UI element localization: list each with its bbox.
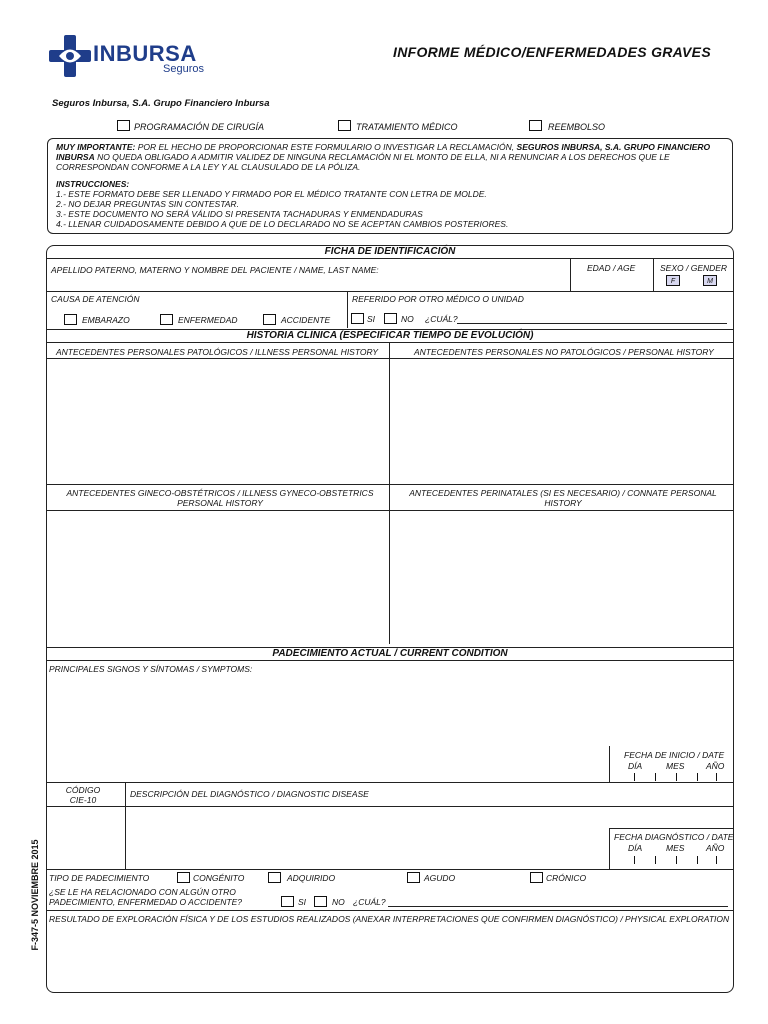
diagnosis-description-field[interactable] xyxy=(126,807,606,868)
checkbox-treatment[interactable] xyxy=(338,120,351,131)
sex-f-checkbox[interactable]: F xyxy=(666,275,680,286)
checkbox-illness[interactable] xyxy=(160,314,173,325)
checkbox-surgery[interactable] xyxy=(117,120,130,131)
code-field[interactable] xyxy=(47,807,125,868)
pathological-field[interactable] xyxy=(47,359,389,484)
label-related-yes: SI xyxy=(298,897,307,907)
checkbox-reimbursement[interactable] xyxy=(529,120,542,131)
instructions-title: INSTRUCCIONES: xyxy=(56,179,130,189)
label-pregnancy: EMBARAZO xyxy=(82,315,130,325)
referred-label: REFERIDO POR OTRO MÉDICO O UNIDAD xyxy=(352,294,524,304)
checkbox-acquired[interactable] xyxy=(268,872,281,883)
notice-box xyxy=(47,138,733,234)
label-accident: ACCIDENTE xyxy=(281,315,331,325)
divider xyxy=(609,828,733,829)
company-name: Seguros Inbursa, S.A. Grupo Financiero Inbursa xyxy=(52,98,270,109)
age-label: EDAD / AGE xyxy=(587,263,636,273)
instruction-4: 4.- LLENAR CUIDADOSAMENTE DEBIDO A QUE DE LO DECLARADO NO SE ACEPTAN CAMBIOS POSTERIORES. xyxy=(56,219,509,229)
company-logo xyxy=(47,33,204,81)
label-treatment: TRATAMIENTO MÉDICO xyxy=(356,122,458,132)
divider xyxy=(47,291,733,292)
label-surgery: PROGRAMACIÓN DE CIRUGÍA xyxy=(134,122,265,132)
label-congenital: CONGÉNITO xyxy=(193,873,245,883)
checkbox-chronic[interactable] xyxy=(530,872,543,883)
diag-month-label: MES xyxy=(666,843,685,853)
sex-m-checkbox[interactable]: M xyxy=(703,275,717,286)
label-related-no: NO xyxy=(332,897,345,907)
inbursa-cross-icon xyxy=(47,33,93,79)
logo-subtitle: Seguros xyxy=(163,63,204,75)
related-which-field[interactable] xyxy=(388,906,728,907)
start-date-field[interactable] xyxy=(612,770,730,782)
logo-wordmark: INBURSA xyxy=(93,41,197,66)
patient-name-field[interactable] xyxy=(47,259,570,291)
referred-which-field[interactable] xyxy=(457,323,727,324)
related-question: ¿SE LE HA RELACIONADO CON ALGÚN OTRO PADECIMIENTO, ENFERMEDAD O ACCIDENTE? xyxy=(49,887,243,907)
instruction-3: 3.- ESTE DOCUMENTO NO SERÁ VÁLIDO SI PRESENTA TACHADURAS Y ENMENDADURAS xyxy=(56,209,423,219)
checkbox-congenital[interactable] xyxy=(177,872,190,883)
label-acute: AGUDO xyxy=(424,873,456,883)
start-date-label: FECHA DE INICIO / DATE xyxy=(624,750,725,760)
divider xyxy=(47,782,733,783)
checkbox-accident[interactable] xyxy=(263,314,276,325)
label-reimbursement: REEMBOLSO xyxy=(548,122,606,132)
code-label: CÓDIGO CIE-10 xyxy=(65,785,101,805)
section-identification: FICHA DE IDENTIFICACIÓN xyxy=(47,246,733,259)
diagnosis-date-field[interactable] xyxy=(612,853,730,866)
diagnosis-date-label: FECHA DIAGNÓSTICO / DATE xyxy=(614,832,734,842)
diag-day-label: DÍA xyxy=(628,843,643,853)
perinatal-field[interactable] xyxy=(390,511,733,644)
symptoms-label: PRINCIPALES SIGNOS Y SÍNTOMAS / SYMPTOMS: xyxy=(49,664,253,674)
symptoms-field[interactable] xyxy=(47,675,607,781)
start-month-label: MES xyxy=(666,761,685,771)
pathological-label: ANTECEDENTES PERSONALES PATOLÓGICOS / ILLNESS PERSONAL HISTORY xyxy=(56,347,378,357)
label-acquired: ADQUIRIDO xyxy=(287,873,336,883)
section-condition: PADECIMIENTO ACTUAL / CURRENT CONDITION xyxy=(47,647,733,661)
checkbox-pregnancy[interactable] xyxy=(64,314,77,325)
label-chronic: CRÓNICO xyxy=(546,873,587,883)
label-referred-no: NO xyxy=(401,314,414,324)
gyneco-field[interactable] xyxy=(47,511,389,644)
label-related-which: ¿CUÁL? xyxy=(353,897,386,907)
divider xyxy=(609,828,610,869)
condition-type-label: TIPO DE PADECIMIENTO xyxy=(49,873,150,883)
checkbox-related-yes[interactable] xyxy=(281,896,294,907)
divider xyxy=(47,484,733,485)
checkbox-related-no[interactable] xyxy=(314,896,327,907)
gyneco-label: ANTECEDENTES GINECO-OBSTÉTRICOS / ILLNESS GYNECO-OBSTETRICS PERSONAL HISTORY xyxy=(66,488,374,508)
exploration-field[interactable] xyxy=(47,925,733,991)
checkbox-acute[interactable] xyxy=(407,872,420,883)
cause-label: CAUSA DE ATENCIÓN xyxy=(51,294,140,304)
non-pathological-field[interactable] xyxy=(390,359,733,484)
instruction-1: 1.- ESTE FORMATO DEBE SER LLENADO Y FIRMADO POR EL MÉDICO TRATANTE CON LETRA DE MOLDE. xyxy=(56,189,487,199)
diagnosis-description-label: DESCRIPCIÓN DEL DIAGNÓSTICO / DIAGNOSTIC DISEASE xyxy=(130,789,369,799)
divider xyxy=(347,291,348,328)
divider xyxy=(47,910,733,911)
non-pathological-label: ANTECEDENTES PERSONALES NO PATOLÓGICOS / PERSONAL HISTORY xyxy=(414,347,714,357)
label-referred-yes: SI xyxy=(367,314,376,324)
checkbox-referred-yes[interactable] xyxy=(351,313,364,324)
form-title: INFORME MÉDICO/ENFERMEDADES GRAVES xyxy=(393,44,711,60)
exploration-label: RESULTADO DE EXPLORACIÓN FÍSICA Y DE LOS ESTUDIOS REALIZADOS (ANEXAR INTERPRETACIONES QUE CONFIRMEN DIAGNÓSTICO) / PHYSICAL EXPLORATION xyxy=(49,914,730,924)
age-field[interactable] xyxy=(571,259,653,291)
diag-year-label: AÑO xyxy=(706,843,725,853)
divider xyxy=(609,746,610,782)
divider xyxy=(47,869,733,870)
sex-label: SEXO / GENDER xyxy=(660,263,728,273)
start-year-label: AÑO xyxy=(706,761,725,771)
label-illness: ENFERMEDAD xyxy=(178,315,238,325)
patient-name-label: APELLIDO PATERNO, MATERNO Y NOMBRE DEL PACIENTE / NAME, LAST NAME: xyxy=(51,265,379,275)
checkbox-referred-no[interactable] xyxy=(384,313,397,324)
perinatal-label: ANTECEDENTES PERINATALES (SI ES NECESARIO) / CONNATE PERSONAL HISTORY xyxy=(409,488,717,508)
section-history: HISTORIA CLÍNICA (ESPECIFICAR TIEMPO DE EVOLUCIÓN) xyxy=(47,329,733,343)
form-code: F-347-5 NOVIEMBRE 2015 xyxy=(30,839,40,951)
label-referred-which: ¿CUÁL? xyxy=(425,314,458,324)
divider xyxy=(653,259,654,291)
notice-important: MUY IMPORTANTE: POR EL HECHO DE PROPORCIONAR ESTE FORMULARIO O INVESTIGAR LA RECLAMACIÓN, SEGUROS INBURSA, S.A. GRUPO FINANCIERO INBURSA NO QUEDA OBLIGADO A ADMITIR VALIDEZ DE NINGUNA RECLAMACIÓN NI EL MONTO DE ELLA, NI A RENUNCIAR A LOS DERECHOS QUE LE CORRESPONDAN CONFORME A LA LEY Y AL CLAUSULADO DE LA PÓLIZA. xyxy=(56,142,711,172)
instruction-2: 2.- NO DEJAR PREGUNTAS SIN CONTESTAR. xyxy=(56,199,239,209)
start-day-label: DÍA xyxy=(628,761,643,771)
